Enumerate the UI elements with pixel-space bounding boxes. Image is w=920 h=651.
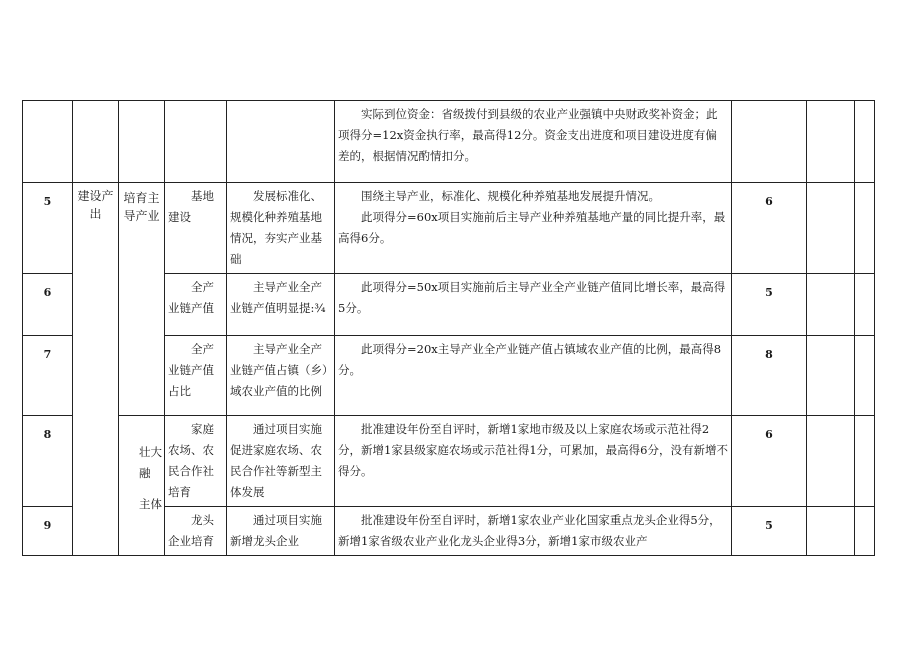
criteria-line: 围绕主导产业，标准化、规模化种养殖基地发展提升情况。 <box>361 189 660 203</box>
remark-cell <box>855 416 875 507</box>
category-cell: 建设产出 <box>73 183 119 556</box>
criteria-line: 此项得分=60x项目实施前后主导产业种养殖基地产量的同比提升率，最高得6分。 <box>338 210 726 245</box>
description-cell: 主导产业全产业链产值明显提:¾ <box>227 274 335 336</box>
subcategory-label-bottom: 主体 <box>139 497 162 511</box>
indicator-cell: 基地建设 <box>165 183 227 274</box>
criteria-cell: 实际到位资金：省级拨付到县级的农业产业强镇中央财政奖补资金；此项得分=12x资金执行率，最高得12分。资金支出进度和项目建设进度有偏差的，根据情况酌情扣分。 <box>335 101 732 183</box>
description-cell <box>227 101 335 183</box>
score-cell: 6 <box>732 416 807 507</box>
table-row <box>23 101 875 183</box>
criteria-cell: 批准建设年份至自评时，新增1家农业产业化国家重点龙头企业得5分，新增1家省级农业产业化龙头企业得3分，新增1家市级农业产 <box>335 507 732 556</box>
description-cell: 主导产业全产业链产值占镇（乡）域农业产值的比例 <box>227 336 335 416</box>
row-number: 6 <box>23 274 73 336</box>
indicator-cell: 全产业链产值占比 <box>165 336 227 416</box>
score-cell: 8 <box>732 336 807 416</box>
table-row <box>23 183 875 274</box>
self-score-cell <box>807 416 855 507</box>
subcategory-cell <box>119 416 165 556</box>
description-cell: 通过项目实施新增龙头企业 <box>227 507 335 556</box>
remark-cell <box>855 507 875 556</box>
indicator-cell: 龙头企业培育 <box>165 507 227 556</box>
self-score-cell <box>807 183 855 274</box>
remark-cell <box>855 183 875 274</box>
description-cell: 发展标准化、规模化种养殖基地情况，夯实产业基础 <box>227 183 335 274</box>
indicator-cell: 家庭农场、农民合作社培育 <box>165 416 227 507</box>
table-row <box>23 416 875 507</box>
score-cell <box>732 101 807 183</box>
self-score-cell <box>807 101 855 183</box>
remark-cell <box>855 336 875 416</box>
criteria-cell <box>335 183 732 274</box>
category-cell <box>73 101 119 183</box>
self-score-cell <box>807 336 855 416</box>
row-number <box>23 101 73 183</box>
row-number: 7 <box>23 336 73 416</box>
remark-cell <box>855 101 875 183</box>
subcategory-cell <box>119 101 165 183</box>
subcategory-cell: 培育主导产业 <box>119 183 165 416</box>
remark-cell <box>855 274 875 336</box>
score-cell: 5 <box>732 507 807 556</box>
criteria-cell: 此项得分=50x项目实施前后主导产业全产业链产值同比增长率，最高得5分。 <box>335 274 732 336</box>
self-score-cell <box>807 507 855 556</box>
subcategory-label-top: 壮大融 <box>139 445 162 480</box>
criteria-cell: 此项得分=20x主导产业全产业链产值占镇域农业产值的比例，最高得8分。 <box>335 336 732 416</box>
score-cell: 5 <box>732 274 807 336</box>
indicator-cell <box>165 101 227 183</box>
description-cell: 通过项目实施促进家庭农场、农民合作社等新型主体发展 <box>227 416 335 507</box>
self-score-cell <box>807 274 855 336</box>
score-cell: 6 <box>732 183 807 274</box>
criteria-cell: 批准建设年份至自评时，新增1家地市级及以上家庭农场或示范社得2分，新增1家县级家庭农场或示范社得1分，可累加，最高得6分，没有新增不得分。 <box>335 416 732 507</box>
indicator-cell: 全产业链产值 <box>165 274 227 336</box>
row-number: 5 <box>23 183 73 274</box>
row-number: 8 <box>23 416 73 507</box>
evaluation-table <box>22 100 875 556</box>
row-number: 9 <box>23 507 73 556</box>
